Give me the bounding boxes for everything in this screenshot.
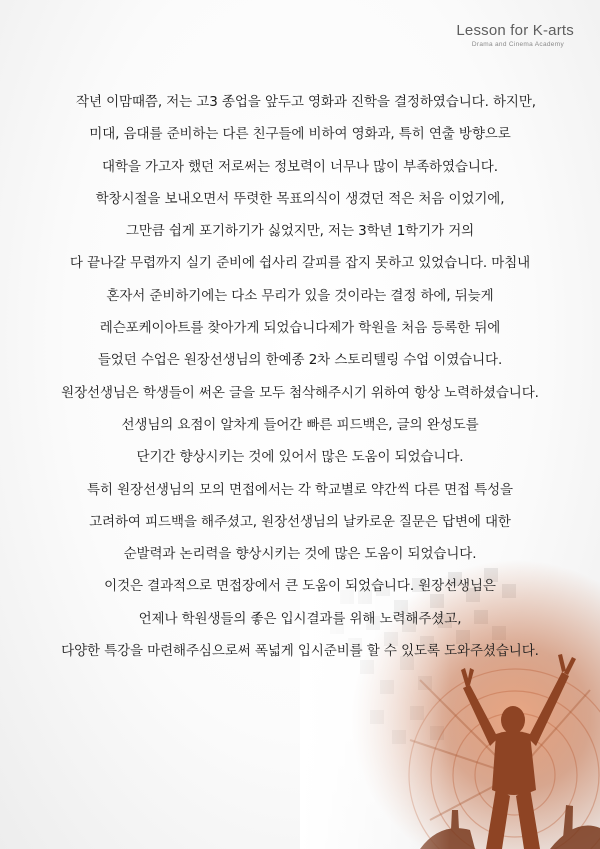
testimonial-line: 단기간 향상시키는 것에 있어서 많은 도움이 되었습니다.: [136, 449, 464, 466]
testimonial-line: 언제나 학원생들의 좋은 입시결과를 위해 노력해주셨고,: [138, 610, 462, 627]
testimonial-line: 원장선생님은 학생들이 써온 글을 모두 첨삭해주시기 위하여 항상 노력하셨습니다.: [61, 384, 539, 401]
testimonial-line: 학창시절을 보내오면서 뚜렷한 목표의식이 생겼던 적은 처음 이었기에,: [95, 190, 505, 207]
testimonial-line: 이것은 결과적으로 면접장에서 큰 도움이 되었습니다. 원장선생님은: [104, 578, 496, 595]
testimonial-line: 작년 이맘때쯤, 저는 고3 종업을 앞두고 영화과 진학을 결정하였습니다. 하지만,: [76, 94, 536, 110]
testimonial-line: 그만큼 쉽게 포기하기가 싫었지만, 저는 3학년 1학기가 거의: [125, 223, 475, 240]
testimonial-body: [0, 86, 600, 667]
testimonial-line: 미대, 음대를 준비하는 다른 친구들에 비하여 영화과, 특히 연출 방향으로: [89, 126, 511, 143]
brand-title: Lesson for K-arts: [456, 22, 574, 39]
testimonial-line: 선생님의 요점이 알차게 들어간 빠른 피드백은, 글의 완성도를: [121, 416, 479, 433]
testimonial-line: 다양한 특강을 마련해주심으로써 폭넓게 입시준비를 할 수 있도록 도와주셨습니다.: [61, 643, 539, 660]
testimonial-line: 다 끝나갈 무렵까지 실기 준비에 쉽사리 갈피를 잡지 못하고 있었습니다. 마침내: [69, 255, 531, 272]
testimonial-line: 특히 원장선생님의 모의 면접에서는 각 학교별로 약간씩 다른 면접 특성을: [87, 481, 513, 498]
testimonial-line: 혼자서 준비하기에는 다소 무리가 있을 것이라는 결정 하에, 뒤늦게: [106, 287, 494, 304]
brand-logo: [456, 22, 574, 49]
testimonial-line: 들었던 수업은 원장선생님의 한예종 2차 스토리텔링 수업 이였습니다.: [97, 352, 503, 369]
testimonial-line: 고려하여 피드백을 해주셨고, 원장선생님의 날카로운 질문은 답변에 대한: [89, 513, 511, 530]
testimonial-line: 대학을 가고자 했던 저로써는 정보력이 너무나 많이 부족하였습니다.: [102, 158, 498, 175]
testimonial-line: 순발력과 논리력을 향상시키는 것에 많은 도움이 되었습니다.: [123, 546, 477, 563]
testimonial-line: 레슨포케이아트를 찾아가게 되었습니다제가 학원을 처음 등록한 뒤에: [99, 320, 501, 337]
brand-subtitle: Drama and Cinema Academy: [471, 41, 564, 48]
